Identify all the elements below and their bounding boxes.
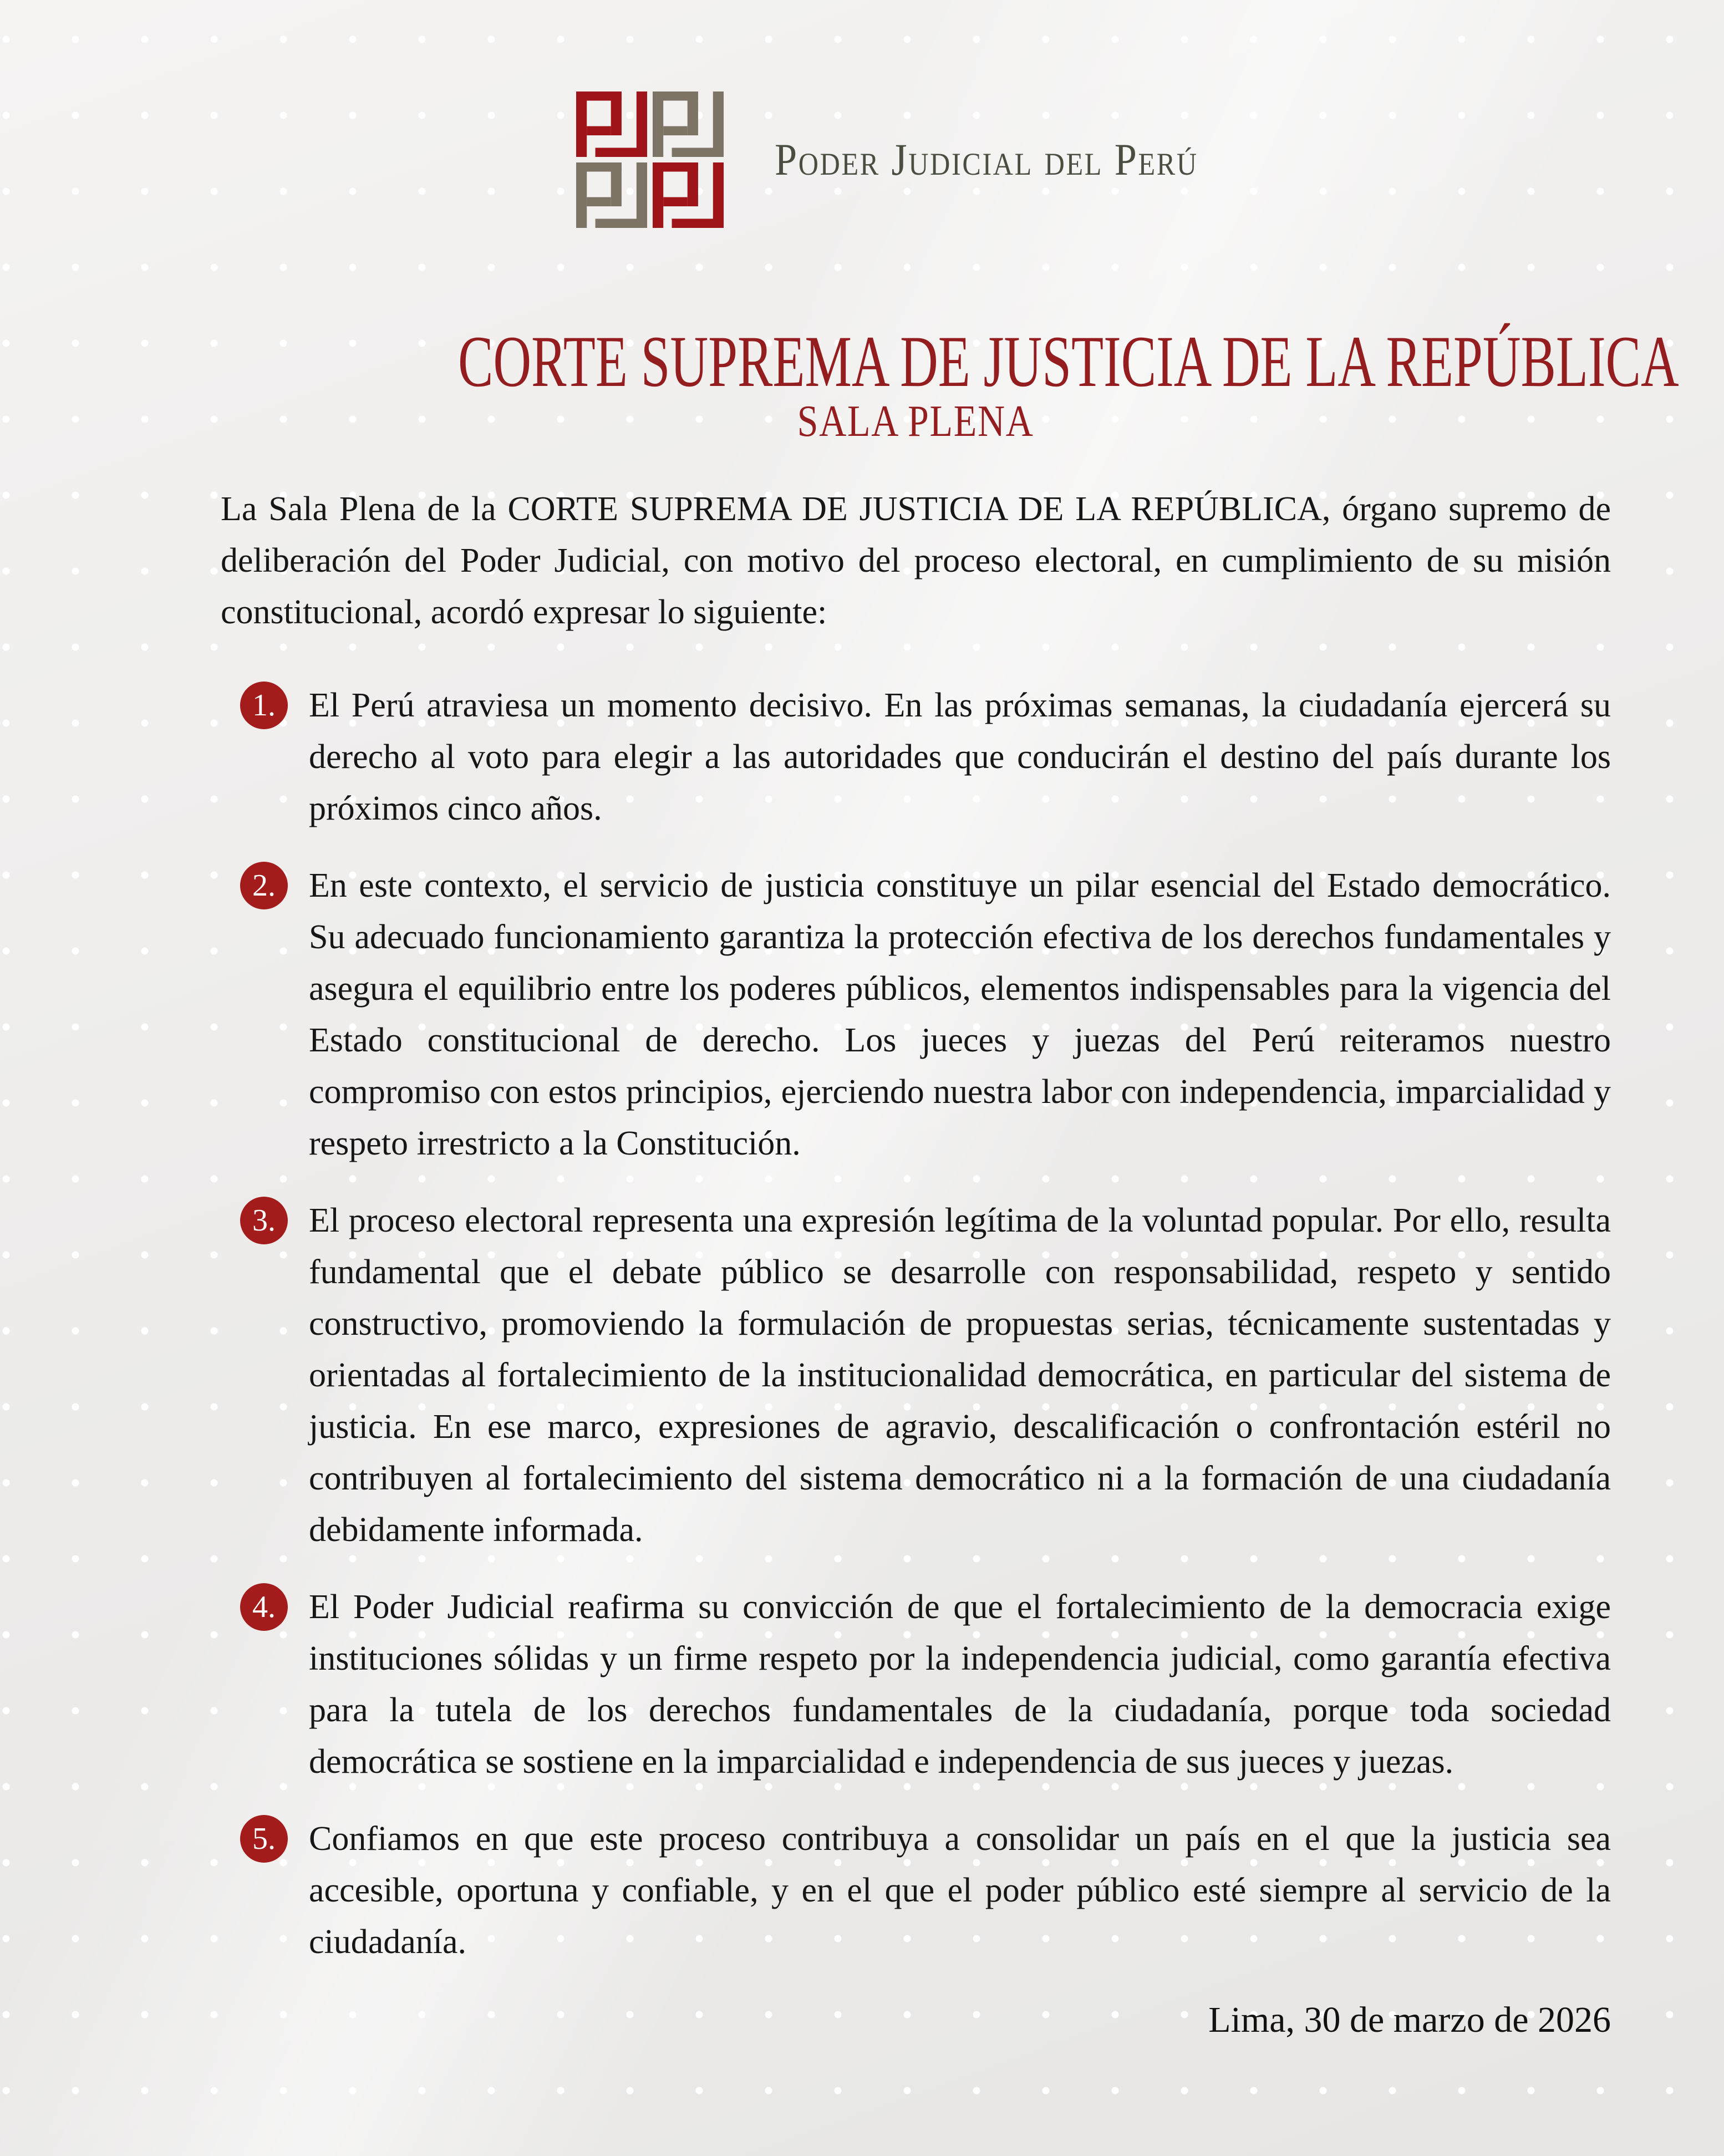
- pj-monogram-icon: [576, 162, 647, 228]
- item-text: En este contexto, el servicio de justicia constituye un pilar esencial del Estado democrático. Su adecuado funcionamiento garantiza la protección efectiva de los derechos fundamentales y asegura el equilibrio entre los poderes públicos, elementos indispensables para la vigencia del Estado constitucional de derecho. Los jueces y juezas del Perú reiteramos nuestro compromiso con estos principios, ejerciendo nuestra labor con independencia, imparcialidad y respeto irrestricto a la Constitución.: [309, 867, 1611, 1163]
- list-item: [240, 1195, 1611, 1556]
- title-block: [221, 321, 1679, 402]
- pj-monogram-icon: [653, 162, 724, 228]
- intro-paragraph: La Sala Plena de la CORTE SUPREMA DE JUSTICIA DE LA REPÚBLICA, órgano supremo de deliberación del Poder Judicial, con motivo del proceso electoral, en cumplimiento de su misión constitucional, acordó expresar lo siguiente:: [221, 490, 1611, 632]
- item-number-badge: 1.: [240, 682, 288, 729]
- page-subtitle: SALA PLENA: [797, 397, 1034, 446]
- item-number-badge: 2.: [240, 862, 288, 909]
- list-item: [240, 680, 1611, 835]
- list-item: [240, 860, 1611, 1169]
- pj-monogram-icon: [653, 91, 724, 157]
- dateline: Lima, 30 de marzo de 2026: [1208, 2000, 1611, 2041]
- org-name: Poder Judicial del Perú: [774, 134, 1198, 185]
- item-number-badge: 5.: [240, 1815, 288, 1863]
- numbered-list: [221, 680, 1611, 1968]
- list-item: [240, 1813, 1611, 1968]
- content-column: [0, 91, 1724, 2047]
- item-text: Confiamos en que este proceso contribuya a consolidar un país en el que la justicia sea accesible, oportuna y confiable, y en el que el poder público esté siempre al servicio de la ciudadanía.: [309, 1820, 1611, 1961]
- item-number-badge: 3.: [240, 1197, 288, 1244]
- header: [221, 91, 1611, 228]
- pj-monogram-icon: [576, 91, 647, 157]
- pj-logo: [576, 91, 724, 228]
- list-item: [240, 1582, 1611, 1788]
- subtitle-block: [221, 396, 1611, 444]
- item-number-badge: 4.: [240, 1583, 288, 1631]
- item-text: El Perú atraviesa un momento decisivo. En las próximas semanas, la ciudadanía ejercerá su derecho al voto para elegir a las autoridades que conducirán el destino del país durante los próximos cinco años.: [309, 687, 1611, 828]
- item-text: El Poder Judicial reafirma su convicción de que el fortalecimiento de la democracia exige instituciones sólidas y un firme respeto por la independencia judicial, como garantía efectiva para la tutela de los derechos fundamentales de la ciudadanía, porque toda sociedad democrática se sostiene en la imparcialidad e independencia de sus jueces y juezas.: [309, 1588, 1611, 1781]
- page-title: CORTE SUPREMA DE JUSTICIA DE LA REPÚBLICA: [458, 321, 1679, 402]
- item-text: El proceso electoral representa una expresión legítima de la voluntad popular. Por ello, resulta fundamental que el debate público se desarrolle con responsabilidad, respeto y sentido constructivo, promoviendo la formulación de propuestas serias, técnicamente sustentadas y orientadas al fortalecimiento de la institucionalidad democrática, en particular del sistema de justicia. En ese marco, expresiones de agravio, descalificación o confrontación estéril no contribuyen al fortalecimiento del sistema democrático ni a la formación de una ciudadanía debidamente informada.: [309, 1202, 1611, 1549]
